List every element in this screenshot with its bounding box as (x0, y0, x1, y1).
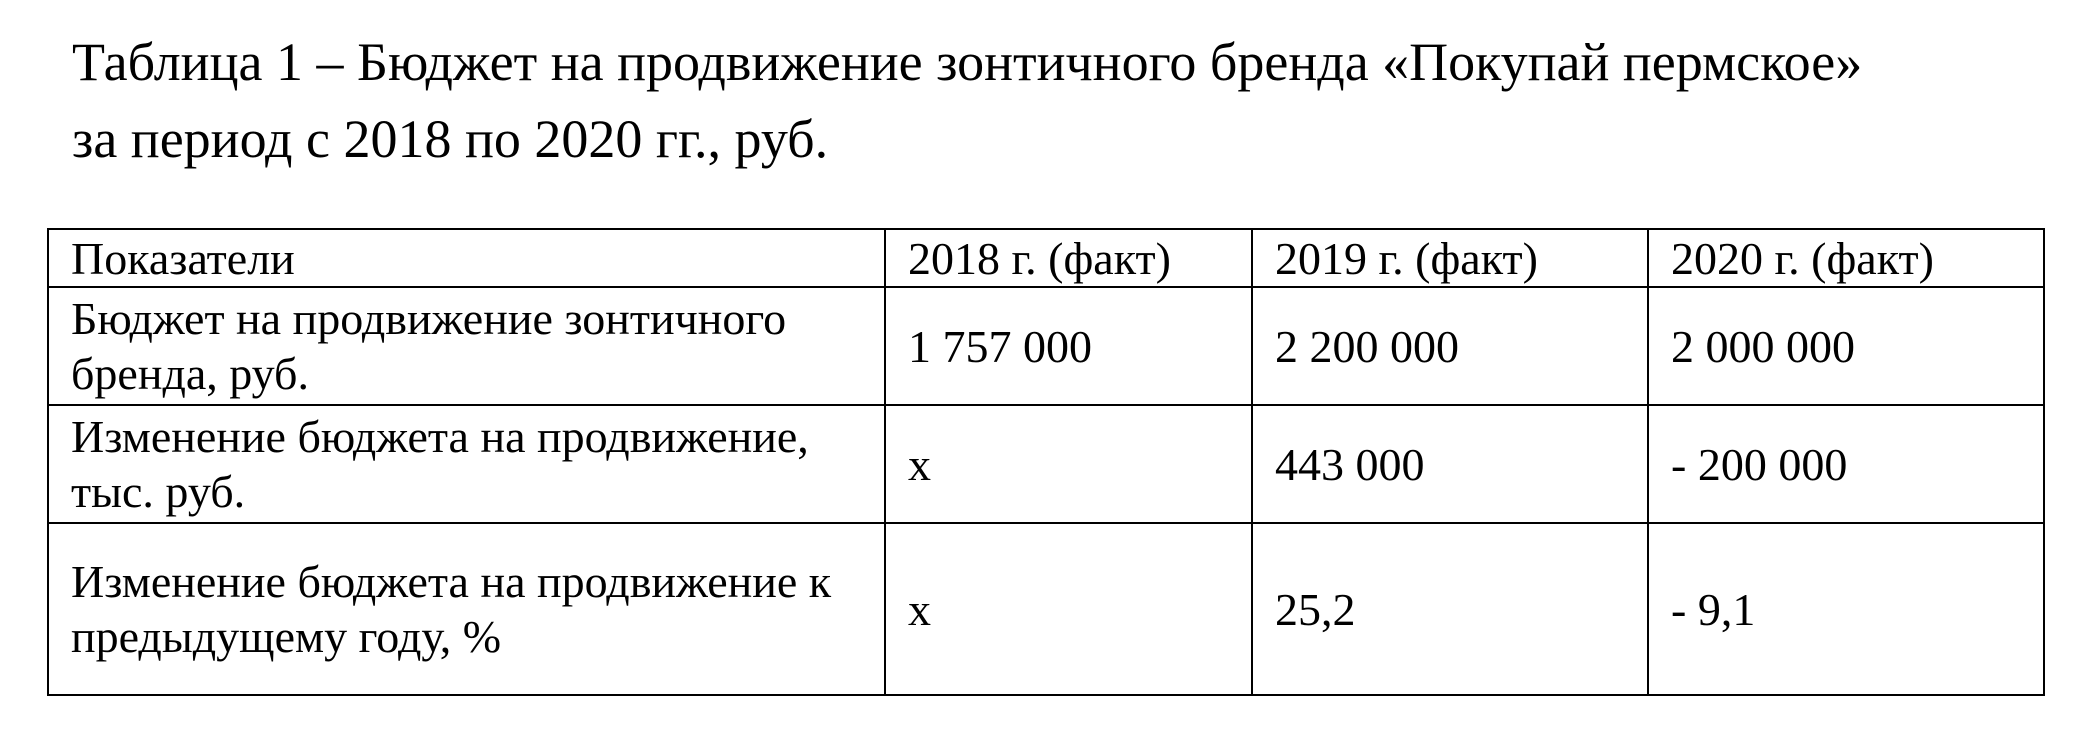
cell-change-2018: x (885, 405, 1252, 523)
cell-budget-2019: 2 200 000 (1252, 287, 1648, 405)
row-label-budget-change-percent: Изменение бюджета на продвижение к предыдущему году, % (48, 523, 885, 695)
header-2020: 2020 г. (факт) (1648, 229, 2044, 287)
header-2019: 2019 г. (факт) (1252, 229, 1648, 287)
table-caption (72, 24, 2052, 178)
budget-table (47, 228, 2045, 696)
cell-percent-2020: - 9,1 (1648, 523, 2044, 695)
table-caption-line-2: за период с 2018 по 2020 гг., руб. (72, 109, 829, 169)
row-label-budget-change: Изменение бюджета на продвижение, тыс. руб. (48, 405, 885, 523)
cell-change-2020: - 200 000 (1648, 405, 2044, 523)
table-row (48, 287, 2044, 405)
table-row (48, 405, 2044, 523)
cell-percent-2018: x (885, 523, 1252, 695)
cell-budget-2018: 1 757 000 (885, 287, 1252, 405)
row-label-budget: Бюджет на продвижение зонтичного бренда, руб. (48, 287, 885, 405)
table-row (48, 523, 2044, 695)
header-2018: 2018 г. (факт) (885, 229, 1252, 287)
table-header-row (48, 229, 2044, 287)
cell-budget-2020: 2 000 000 (1648, 287, 2044, 405)
cell-change-2019: 443 000 (1252, 405, 1648, 523)
header-indicators: Показатели (48, 229, 885, 287)
table-caption-line-1: Таблица 1 – Бюджет на продвижение зонтичного бренда «Покупай пермское» (72, 32, 1863, 92)
cell-percent-2019: 25,2 (1252, 523, 1648, 695)
